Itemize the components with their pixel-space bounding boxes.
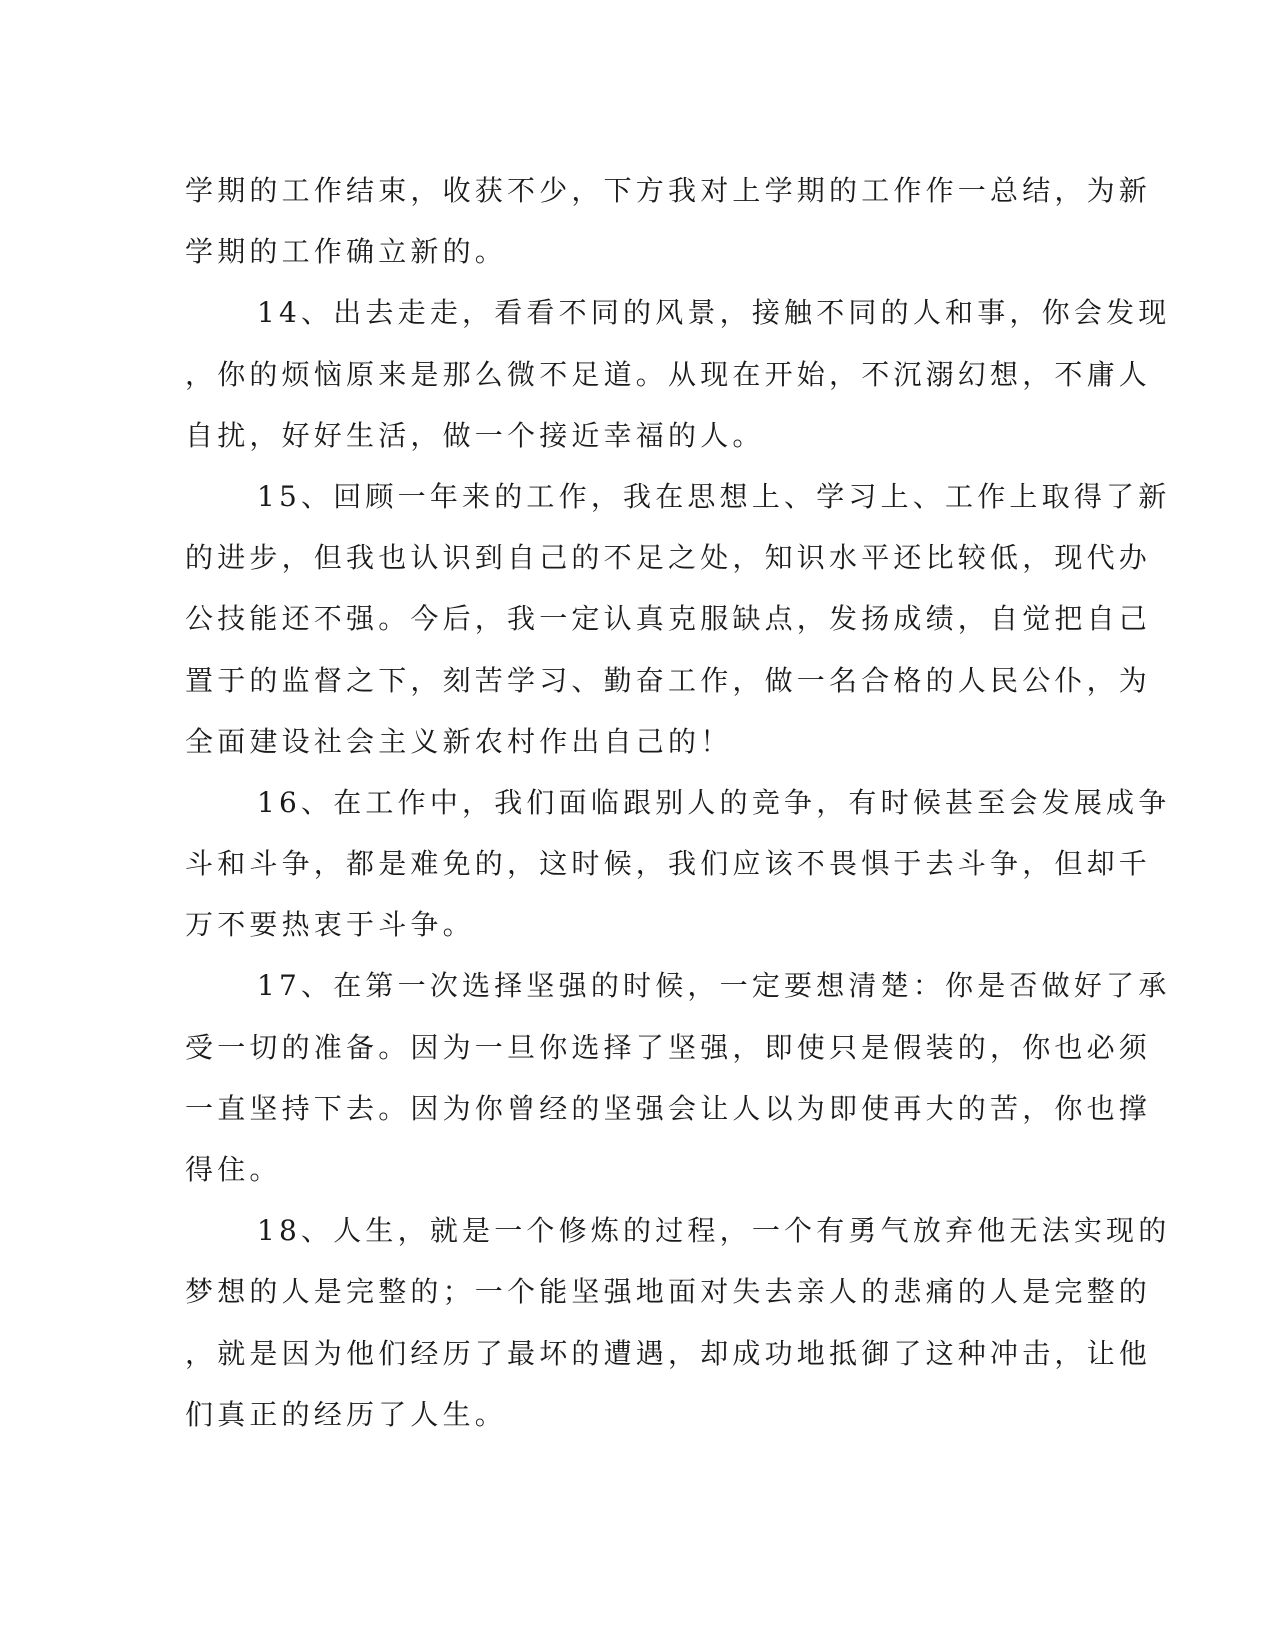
- paragraph-14-start: 14、出去走走，看看不同的风景，接触不同的人和事，你会发现: [257, 296, 1171, 330]
- text-line: 一直坚持下去。因为你曾经的坚强会让人以为即使再大的苦，你也撑: [185, 1091, 1152, 1125]
- text-line: 梦想的人是完整的；一个能坚强地面对失去亲人的悲痛的人是完整的: [185, 1275, 1152, 1309]
- text-line: 的进步，但我也认识到自己的不足之处，知识水平还比较低，现代办: [185, 541, 1152, 575]
- document-body: [185, 160, 1171, 1445]
- text-line: 置于的监督之下，刻苦学习、勤奋工作，做一名合格的人民公仆，为: [185, 663, 1152, 697]
- text-line: 们真正的经历了人生。: [185, 1397, 508, 1431]
- text-line: 万不要热衷于斗争。: [185, 908, 475, 942]
- text-line: 自扰，好好生活，做一个接近幸福的人。: [185, 418, 765, 452]
- text-line: 受一切的准备。因为一旦你选择了坚强，即使只是假装的，你也必须: [185, 1030, 1152, 1064]
- text-line: ，你的烦恼原来是那么微不足道。从现在开始，不沉溺幻想，不庸人: [185, 357, 1152, 391]
- paragraph-15-start: 15、回顾一年来的工作，我在思想上、学习上、工作上取得了新: [257, 479, 1171, 513]
- text-line: 公技能还不强。今后，我一定认真克服缺点，发扬成绩，自觉把自己: [185, 602, 1152, 636]
- text-line: 学期的工作结束，收获不少，下方我对上学期的工作作一总结，为新: [185, 174, 1152, 207]
- paragraph-16-start: 16、在工作中，我们面临跟别人的竞争，有时候甚至会发展成争: [257, 785, 1171, 819]
- text-line: 得住。: [185, 1153, 282, 1186]
- text-line: ，就是因为他们经历了最坏的遭遇，却成功地抵御了这种冲击，让他: [185, 1336, 1152, 1370]
- text-line: 学期的工作确立新的。: [185, 235, 508, 269]
- paragraph-18-start: 18、人生，就是一个修炼的过程，一个有勇气放弃他无法实现的: [257, 1214, 1171, 1248]
- text-line: 斗和斗争，都是难免的，这时候，我们应该不畏惧于去斗争，但却千: [185, 847, 1152, 881]
- text-line: 全面建设社会主义新农村作出自己的！: [185, 724, 733, 758]
- paragraph-17-start: 17、在第一次选择坚强的时候，一定要想清楚：你是否做好了承: [257, 969, 1171, 1003]
